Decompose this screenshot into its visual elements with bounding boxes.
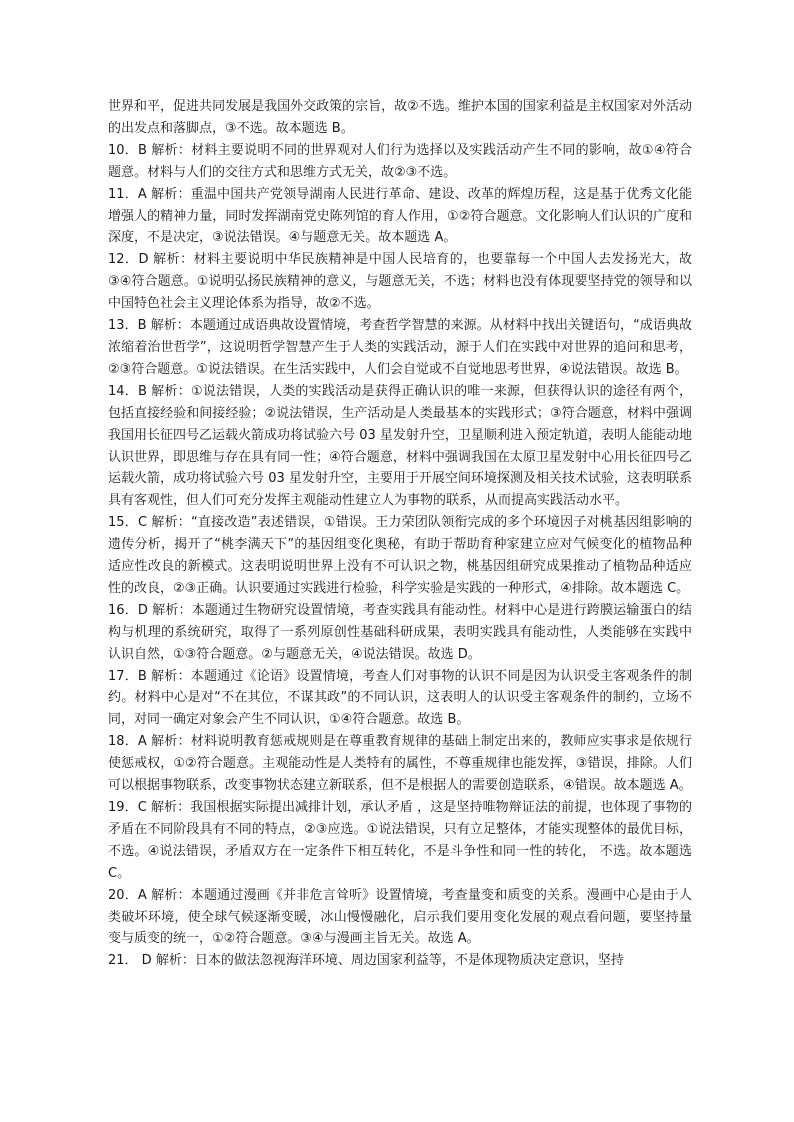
answer-11: 11．A 解析：重温中国共产党领导湖南人民进行革命、建设、改革的辉煌历程，这是基于优秀文化能增强人的精神力量，同时发挥湖南党史陈列馆的育人作用，①②符合题意。文化影响人们认识的广度和深度，不是决定，③说法错误。④与题意无关。故本题选 A。 <box>108 186 692 246</box>
answer-16: 16．D 解析：本题通过生物研究设置情境，考查实践具有能动性。材料中心是进行跨膜运输蛋白的结构与机理的系统研究，取得了一系列原创性基础科研成果，表明实践具有能动性，人类能够在实践中认识自然，①③符合题意。②与题意无关，④说法错误。故选 D。 <box>108 602 692 662</box>
document-page <box>108 96 692 972</box>
paragraph-continuation: 世界和平，促进共同发展是我国外交政策的宗旨，故②不选。维护本国的国家利益是主权国家对外活动的出发点和落脚点，③不选。故本题选 B。 <box>108 99 692 136</box>
answer-20: 20．A 解析：本题通过漫画《并非危言耸听》设置情境，考查量变和质变的关系。漫画中心是由于人类破坏环境，使全球气候逐渐变暖，冰山慢慢融化，启示我们要用变化发展的观点看问题，要坚持量变与质变的统一，①②符合题意。③④与漫画主旨无关。故选 A。 <box>108 887 692 947</box>
answer-19: 19．C 解析：我国根据实际提出减排计划，承认矛盾 ，这是坚持唯物辩证法的前提，也体现了事物的矛盾在不同阶段具有不同的特点，②③应选。①说法错误，只有立足整体，才能实现整体的最优目标，不选。④说法错误，矛盾双方在一定条件下相互转化，不是斗争性和同一性的转化， 不选。故本题选 C。 <box>108 800 692 881</box>
answer-13: 13．B 解析：本题通过成语典故设置情境，考查哲学智慧的来源。从材料中找出关键语句，“成语典故浓缩着治世哲学”，这说明哲学智慧产生于人类的实践活动，源于人们在实践中对世界的追问和思考，②③符合题意。①说法错误。在生活实践中，人们会自觉或不自觉地思考世界，④说法错误。故选 B。 <box>108 318 692 377</box>
answer-21: 21． D 解析：日本的做法忽视海洋环境、周边国家利益等，不是体现物质决定意识，坚持 <box>108 953 624 969</box>
answer-10: 10．B 解析：材料主要说明不同的世界观对人们行为选择以及实践活动产生不同的影响，故①④符合题意。材料与人们的交往方式和思维方式无关，故②③不选。 <box>108 142 692 180</box>
answer-18: 18．A 解析：材料说明教育惩戒规则是在尊重教育规律的基础上制定出来的，教师应实事求是依规行使惩戒权，①②符合题意。主观能动性是人类特有的属性，不尊重规律也能发挥，③错误，排除。人们可以根据事物联系，改变事物状态建立新联系，但不是根据人的需要创造联系，④错误。故本题选 A。 <box>108 734 692 794</box>
answer-12: 12．D 解析：材料主要说明中华民族精神是中国人民培育的，也要靠每一个中国人去发扬光大，故③④符合题意。①说明弘扬民族精神的意义，与题意无关，不选；材料也没有体现要坚持党的领导和以中国特色社会主义理论体系为指导，故②不选。 <box>108 252 692 312</box>
answer-14: 14．B 解析：①说法错误，人类的实践活动是获得正确认识的唯一来源，但获得认识的途径有两个，包括直接经验和间接经验；②说法错误，生产活动是人类最基本的实践形式；③符合题意，材料中强调我国用长征四号乙运载火箭成功将试验六号 03 星发射升空，卫星顺利进入预定轨道，表明人能能动地认识世界，即思维与存在具有同一性；④符合题意，材料中强调我国在太原卫星发射中心用长征四号乙运载火箭，成功将试验六号 03 星发射升空，主要用于开展空间环境探测及相关技术试验，这表明联系具有客观性，但人们可充分发挥主观能动性建立人为事物的联系，从而提高实践活动水平。 <box>108 383 692 509</box>
answer-17: 17．B 解析：本题通过《论语》设置情境，考查人们对事物的认识不同是因为认识受主客观条件的制约。材料中心是对“不在其位，不谋其政”的不同认识，这表明人的认识受主客观条件的制约，立场不同，对同一确定对象会产生不同认识，①④符合题意。故选 B。 <box>108 668 692 728</box>
answer-15: 15．C 解析：“直接改造”表述错误，①错误。王力荣团队领衔完成的多个环境因子对桃基因组影响的遗传分析，揭开了“桃李满天下”的基因组变化奥秘，有助于帮助育种家建立应对气候变化的植物品种适应性改良的新模式。这表明说明世界上没有不可认识之物，桃基因组研究成果推动了植物品种适应性的改良，②③正确。认识要通过实践进行检验，科学实验是实践的一种形式，④排除。故本题选 C。 <box>108 515 692 596</box>
